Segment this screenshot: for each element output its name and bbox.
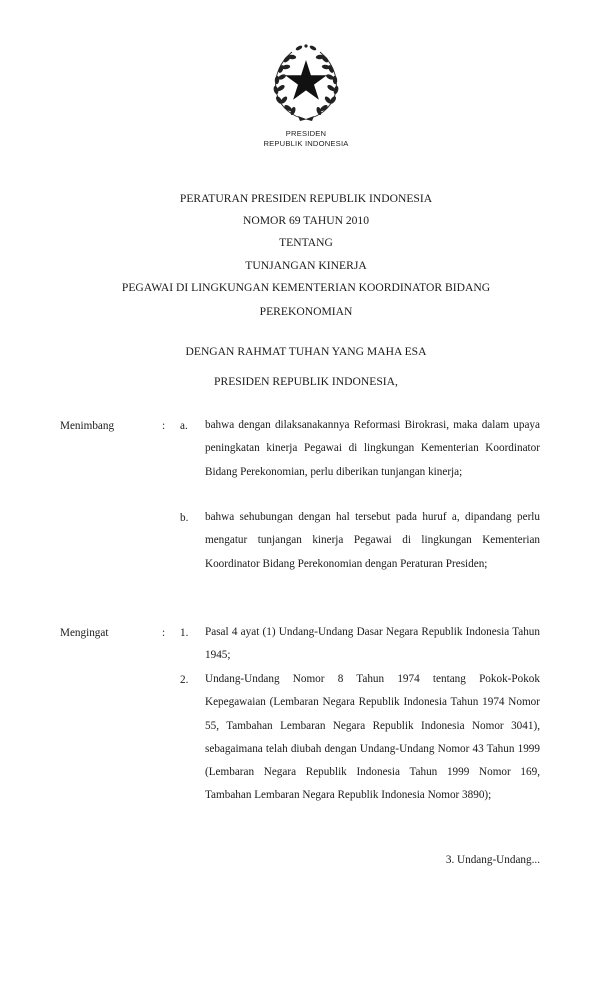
list-item-marker: 2. bbox=[180, 674, 189, 686]
regulation-subject-line3: PEREKONOMIAN bbox=[259, 305, 353, 318]
regulation-subject-line1: TUNJANGAN KINERJA bbox=[245, 259, 367, 272]
emblem-caption-line2: REPUBLIK INDONESIA bbox=[263, 139, 349, 148]
emblem-caption-line1: PRESIDEN bbox=[285, 129, 327, 138]
enacting-authority: PRESIDEN REPUBLIK INDONESIA, bbox=[214, 375, 398, 388]
invocation-line: DENGAN RAHMAT TUHAN YANG MAHA ESA bbox=[185, 345, 427, 358]
regulation-number: NOMOR 69 TAHUN 2010 bbox=[242, 214, 370, 227]
page-continuation: 3. Undang-Undang... bbox=[445, 854, 540, 866]
garuda-star-emblem-icon bbox=[268, 40, 344, 122]
section-label-mengingat: Mengingat bbox=[60, 627, 109, 639]
regulation-about-label: TENTANG bbox=[279, 236, 333, 249]
section-colon: : bbox=[162, 420, 166, 432]
list-item-text: bahwa dengan dilaksanakannya Reformasi Birokrasi, maka dalam upaya peningkatan kinerja Pegawai di lingkungan Kementerian Koordinator Bidang Perekonomian, perlu diberikan tunjangan kinerja; bbox=[205, 419, 540, 478]
regulation-subject-line2: PEGAWAI DI LINGKUNGAN KEMENTERIAN KOORDINATOR BIDANG bbox=[121, 281, 491, 294]
section-colon: : bbox=[162, 627, 166, 639]
list-item-text: bahwa sehubungan dengan hal tersebut pada huruf a, dipandang perlu mengatur tunjangan kinerja Pegawai di lingkungan Kementerian Koordinator Bidang Perekonomian dengan Peraturan Presiden; bbox=[205, 511, 540, 570]
list-item-marker: b. bbox=[180, 512, 189, 524]
section-label-menimbang: Menimbang bbox=[60, 420, 115, 432]
list-item-text: Undang-Undang Nomor 8 Tahun 1974 tentang Pokok-Pokok Kepegawaian (Lembaran Negara Republik Indonesia Tahun 1974 Nomor 55, Tambahan Lembaran Negara Republik Indonesia Nomor 3041), sebagaimana telah diubah dengan Undang-Undang Nomor 43 Tahun 1999 (Lembaran Negara Republik Indonesia Tahun 1999 Nomor 169, Tambahan Lembaran Negara Republik Indonesia Nomor 3890); bbox=[205, 673, 540, 802]
list-item-marker: a. bbox=[180, 420, 188, 432]
list-item-marker: 1. bbox=[180, 627, 189, 639]
list-item-text: Pasal 4 ayat (1) Undang-Undang Dasar Negara Republik Indonesia Tahun 1945; bbox=[205, 626, 540, 662]
regulation-title: PERATURAN PRESIDEN REPUBLIK INDONESIA bbox=[179, 192, 433, 205]
